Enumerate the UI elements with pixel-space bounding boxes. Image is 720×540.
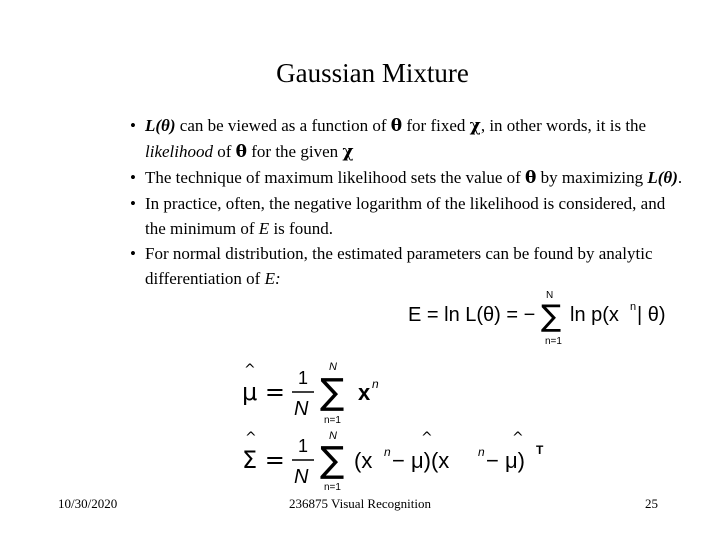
energy-rhs-end: | θ) <box>637 304 666 326</box>
sigma-sup: n <box>384 445 391 459</box>
bullet-dot: • <box>130 168 136 187</box>
bullet-2: • The technique of maximum likelihood sets the value of θ by maximizing L(θ). <box>130 165 690 191</box>
sigma-sum-bottom: n=1 <box>324 482 341 493</box>
footer-date: 10/30/2020 <box>58 496 118 511</box>
mu-lhs: μ = <box>242 378 286 406</box>
energy-sum-bottom: n=1 <box>545 336 562 347</box>
bullet-dot: • <box>130 244 136 263</box>
mu-rhs: x <box>358 380 371 405</box>
bullet-4: • For normal distribution, the estimated parameters can be found by analytic differentiation of E: <box>130 241 690 291</box>
energy-sum-top: N <box>546 290 554 301</box>
bullet-dot: • <box>130 116 136 135</box>
sigma-sum-icon: ∑ <box>320 440 345 481</box>
sigma-formula-svg <box>240 430 550 493</box>
bullet-dot: • <box>130 194 136 213</box>
energy-formula <box>408 288 683 348</box>
sigma-sup2: n <box>478 445 485 459</box>
mu-formula-svg <box>240 360 390 425</box>
footer-page-number: 25 <box>645 496 658 511</box>
sigma-mu-hat-icon-1: ^ <box>421 430 433 446</box>
sigma-lhs: Σ = <box>242 446 285 474</box>
energy-sup: n <box>630 301 637 313</box>
mu-formula <box>240 360 390 425</box>
mu-sup: n <box>372 377 379 391</box>
sigma-transpose: T <box>536 443 544 457</box>
energy-sum-icon: ∑ <box>541 299 562 334</box>
sigma-rhs: (x <box>354 448 373 473</box>
footer-course: 236875 Visual Recognition <box>289 496 431 511</box>
mu-sum-top: N <box>329 361 337 373</box>
energy-rhs: ln p(x <box>570 304 619 326</box>
slide-title: Gaussian Mixture <box>276 58 469 88</box>
bullet-list <box>130 113 690 291</box>
sigma-sum-top: N <box>329 430 337 442</box>
sigma-frac-top: 1 <box>298 436 309 456</box>
sigma-formula <box>240 430 550 493</box>
sigma-mu-hat-icon-2: ^ <box>512 430 524 446</box>
mu-sum-icon: ∑ <box>320 372 345 413</box>
energy-formula-svg <box>408 288 683 348</box>
mu-frac-bottom: N <box>294 398 309 420</box>
mu-sum-bottom: n=1 <box>324 415 341 426</box>
mu-hat-icon: ^ <box>244 362 256 378</box>
sigma-mid: − μ)(x <box>392 448 450 473</box>
sigma-rhs-end: − μ) <box>486 448 525 473</box>
bullet-3: • In practice, often, the negative logarithm of the likelihood is considered, and the minimum of E is found. <box>130 191 690 241</box>
sigma-hat-icon: ^ <box>245 430 257 446</box>
energy-lhs: E = ln L(θ) = − <box>408 304 536 326</box>
mu-frac-top: 1 <box>298 368 309 388</box>
bullet-1: • L(θ) can be viewed as a function of θ for fixed χ, in other words, it is the likelihood of θ for the given χ <box>130 113 690 165</box>
sigma-frac-bottom: N <box>294 466 309 488</box>
